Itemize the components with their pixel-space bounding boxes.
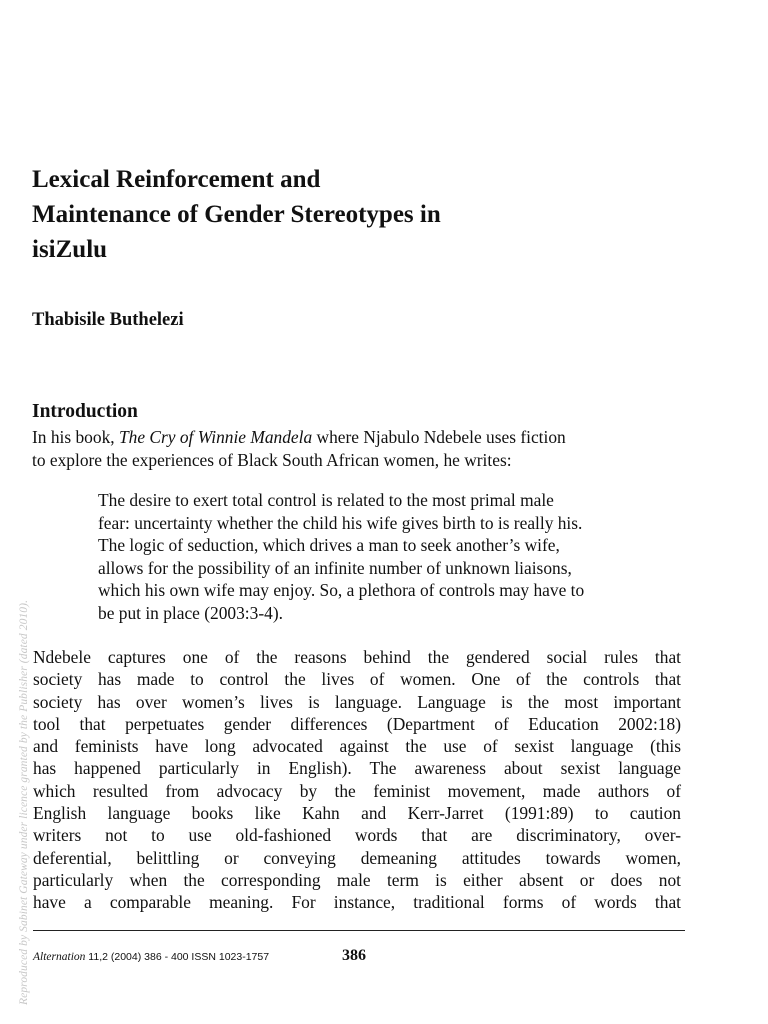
title-line: Maintenance of Gender Stereotypes in xyxy=(32,201,441,228)
quote-line: The logic of seduction, which drives a man to seek another’s wife, xyxy=(98,535,560,555)
body-line: Ndebele captures one of the reasons behind the gendered social rules that xyxy=(33,647,681,667)
journal-name: Alternation xyxy=(33,951,86,963)
footer-divider xyxy=(33,930,685,931)
body-line: particularly when the corresponding male term is either absent or does not xyxy=(33,869,681,890)
quote-line: allows for the possibility of an infinite number of unknown liaisons, xyxy=(98,557,572,578)
body-line: writers not to use old-fashioned words that are discriminatory, over- xyxy=(33,825,681,846)
quote-line: The desire to exert total control is related to the most primal male xyxy=(98,490,554,510)
body-line: and feminists have long advocated against the use of sexist language (this xyxy=(33,736,681,757)
quote-line: fear: uncertainty whether the child his wife gives birth to is really his. xyxy=(98,512,583,533)
body-line: tool that perpetuates gender differences (Department of Education 2002:18) xyxy=(33,713,681,734)
title-line: isiZulu xyxy=(32,236,108,263)
footer-citation xyxy=(33,951,269,963)
book-title: The Cry of Winnie Mandela xyxy=(118,427,313,447)
intro-text: In his book, xyxy=(32,427,119,447)
section-heading: Introduction xyxy=(32,401,138,422)
intro-line: to explore the experiences of Black South African women, he writes: xyxy=(32,449,512,470)
page-number: 386 xyxy=(342,947,366,964)
quote-line: be put in place (2003:3-4). xyxy=(98,602,283,623)
title-line: Lexical Reinforcement and xyxy=(32,166,321,193)
licence-watermark: Reproduced by Sabinet Gateway under licence granted by the Publisher (dated 2010). xyxy=(18,599,30,1005)
intro-paragraph xyxy=(32,426,682,471)
author-name: Thabisile Buthelezi xyxy=(32,310,184,330)
intro-line xyxy=(32,426,682,449)
body-paragraph xyxy=(33,646,681,914)
body-line: which resulted from advocacy by the feminist movement, made authors of xyxy=(33,780,681,801)
citation-details: 11,2 (2004) 386 - 400 ISSN 1023-1757 xyxy=(85,951,270,963)
body-line: society has over women’s lives is language. Language is the most important xyxy=(33,691,681,712)
body-line: has happened particularly in English). The awareness about sexist language xyxy=(33,758,681,779)
body-line: have a comparable meaning. For instance, traditional forms of words that xyxy=(33,892,681,913)
body-line: English language books like Kahn and Kerr-Jarret (1991:89) to caution xyxy=(33,803,681,824)
intro-text: where Njabulo Ndebele uses fiction xyxy=(312,427,566,447)
block-quote xyxy=(98,489,688,624)
quote-line: which his own wife may enjoy. So, a plethora of controls may have to xyxy=(98,580,585,600)
paper-title xyxy=(32,162,632,267)
body-line: society has made to control the lives of women. One of the controls that xyxy=(33,669,681,690)
body-line: deferential, belittling or conveying demeaning attitudes towards women, xyxy=(33,847,681,868)
